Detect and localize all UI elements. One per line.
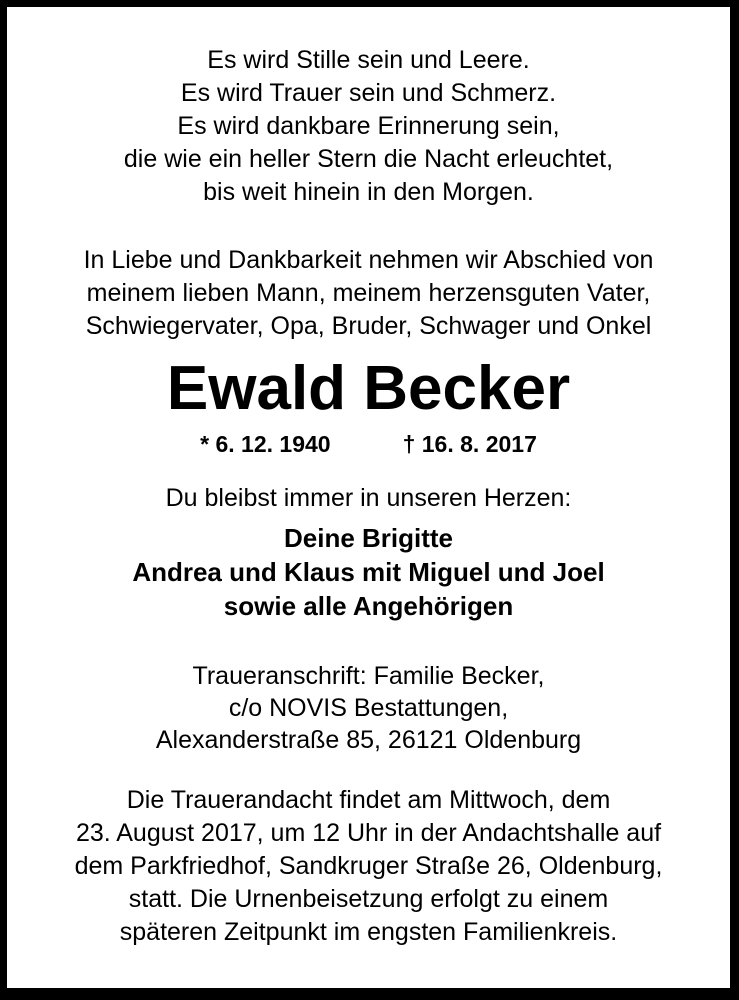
- mourners-list: [7, 521, 730, 623]
- poem-line: bis weit hinein in den Morgen.: [203, 178, 534, 206]
- address-line: c/o NOVIS Bestattungen,: [228, 694, 509, 722]
- life-dates: [7, 429, 730, 459]
- service-line: Die Trauerandacht findet am Mittwoch, dem: [126, 786, 611, 814]
- address-line: Alexanderstraße 85, 26121 Oldenburg: [155, 726, 582, 754]
- service-information: [7, 784, 730, 949]
- farewell-line: Du bleibst immer in unseren Herzen:: [165, 484, 572, 512]
- memorial-poem: [7, 44, 730, 209]
- mourner-line: Andrea und Klaus mit Miguel und Joel: [132, 557, 605, 587]
- deceased-name: Ewald Becker: [166, 354, 571, 423]
- mourner-line: Deine Brigitte: [283, 523, 454, 553]
- intro-line: Schwiegervater, Opa, Bruder, Schwager und Onkel: [85, 312, 652, 340]
- poem-line: Es wird dankbare Erinnerung sein,: [177, 112, 560, 140]
- service-line: späteren Zeitpunkt im engsten Familienkreis.: [119, 918, 618, 946]
- intro-line: meinem lieben Mann, meinem herzensguten Vater,: [86, 279, 651, 307]
- poem-line: Es wird Trauer sein und Schmerz.: [180, 79, 557, 107]
- farewell-intro: [7, 244, 730, 343]
- service-line: statt. Die Urnenbeisetzung erfolgt zu einem: [128, 885, 609, 913]
- intro-line: In Liebe und Dankbarkeit nehmen wir Abschied von: [83, 246, 654, 274]
- mourner-line: sowie alle Angehörigen: [223, 591, 514, 621]
- death-date: † 16. 8. 2017: [402, 431, 537, 457]
- birth-date: * 6. 12. 1940: [200, 431, 331, 457]
- mourning-address: [7, 660, 730, 756]
- service-line: dem Parkfriedhof, Sandkruger Straße 26, Oldenburg,: [74, 852, 663, 880]
- poem-line: die wie ein heller Stern die Nacht erleuchtet,: [123, 145, 614, 173]
- poem-line: Es wird Stille sein und Leere.: [207, 46, 530, 74]
- service-line: 23. August 2017, um 12 Uhr in der Andachtshalle auf: [75, 819, 662, 847]
- address-line: Traueranschrift: Familie Becker,: [192, 662, 545, 690]
